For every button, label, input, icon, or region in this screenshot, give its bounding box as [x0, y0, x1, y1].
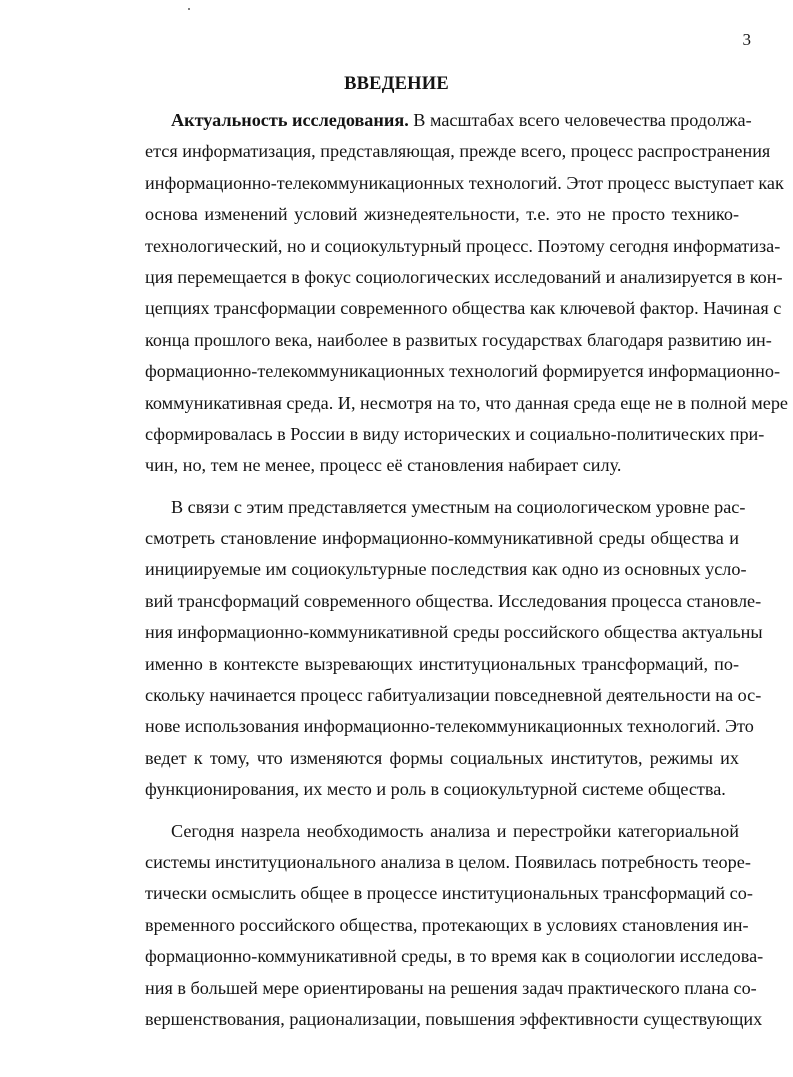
body-text: [119, 105, 788, 1035]
paragraph-lead: Актуальность исследования.: [171, 110, 409, 130]
text-line: основа изменений условий жизнедеятельности, т.е. это не просто технико-: [145, 204, 739, 225]
text-line: чин, но, тем не менее, процесс её становления набирает силу.: [145, 455, 622, 476]
text-line: смотреть становление информационно-коммуникативной среды общества и: [145, 528, 739, 549]
text-line: формационно-коммуникативной среды, в то время как в социологии исследова-: [145, 946, 764, 967]
text-line: Сегодня назрела необходимость анализа и перестройки категориальной: [171, 820, 739, 841]
text-line: ция перемещается в фокус социологических исследований и анализируется в кон-: [145, 266, 783, 287]
text-line: ется информатизация, представляющая, прежде всего, процесс распространения: [145, 141, 771, 162]
text-line: В связи с этим представляется уместным на социологическом уровне рас-: [171, 496, 746, 517]
text-line: коммуникативная среда. И, несмотря на то, что данная среда еще не в полной мере: [145, 392, 788, 413]
text-line: технологический, но и социокультурный процесс. Поэтому сегодня информатиза-: [145, 235, 781, 256]
text-line: временного российского общества, протекающих в условиях становления ин-: [145, 914, 749, 935]
text-line: цепциях трансформации современного общества как ключевой фактор. Начиная с: [145, 298, 782, 319]
text-line: вий трансформаций современного общества. Исследования процесса становле-: [145, 590, 762, 611]
scan-speck: [188, 8, 190, 10]
text-line: скольку начинается процесс габитуализации повседневной деятельности на ос-: [145, 685, 762, 706]
text-line: ния в большей мере ориентированы на решения задач практического плана со-: [145, 977, 757, 998]
page-number: 3: [742, 30, 751, 49]
text-line: ведет к тому, что изменяются формы социальных институтов, режимы их: [145, 747, 739, 768]
paragraph-necessity: [119, 816, 764, 1036]
text-line: вершенствования, рационализации, повышения эффективности существующих: [145, 1008, 763, 1029]
text-line: ния информационно-коммуникативной среды российского общества актуальны: [145, 622, 763, 643]
text-line: Актуальность исследования. В масштабах всего человечества продолжа-: [171, 110, 752, 130]
text-line: информационно-телекоммуникационных технологий. Этот процесс выступает как: [145, 172, 784, 193]
text-line: формационно-телекоммуникационных технологий формируется информационно-: [145, 361, 781, 382]
text-line: именно в контексте вызревающих институциональных трансформаций, по-: [145, 653, 739, 674]
paragraph-context: [119, 492, 763, 806]
text-line: конца прошлого века, наиболее в развитых государствах благодаря развитию ин-: [145, 329, 772, 350]
text-line: нове использования информационно-телекоммуникационных технологий. Это: [145, 716, 754, 737]
text-line: инициируемые им социокультурные последствия как одно из основных усло-: [145, 559, 747, 580]
paragraph-relevance: [119, 105, 788, 482]
text-line: тически осмыслить общее в процессе институциональных трансформаций со-: [145, 883, 753, 904]
section-title: ВВЕДЕНИЕ: [344, 74, 449, 94]
text-line: системы институционального анализа в целом. Появилась потребность теоре-: [145, 851, 751, 872]
text-line: сформировалась в России в виду исторических и социально-политических при-: [145, 423, 765, 444]
text-line: функционирования, их место и роль в социокультурной системе общества.: [145, 779, 726, 800]
